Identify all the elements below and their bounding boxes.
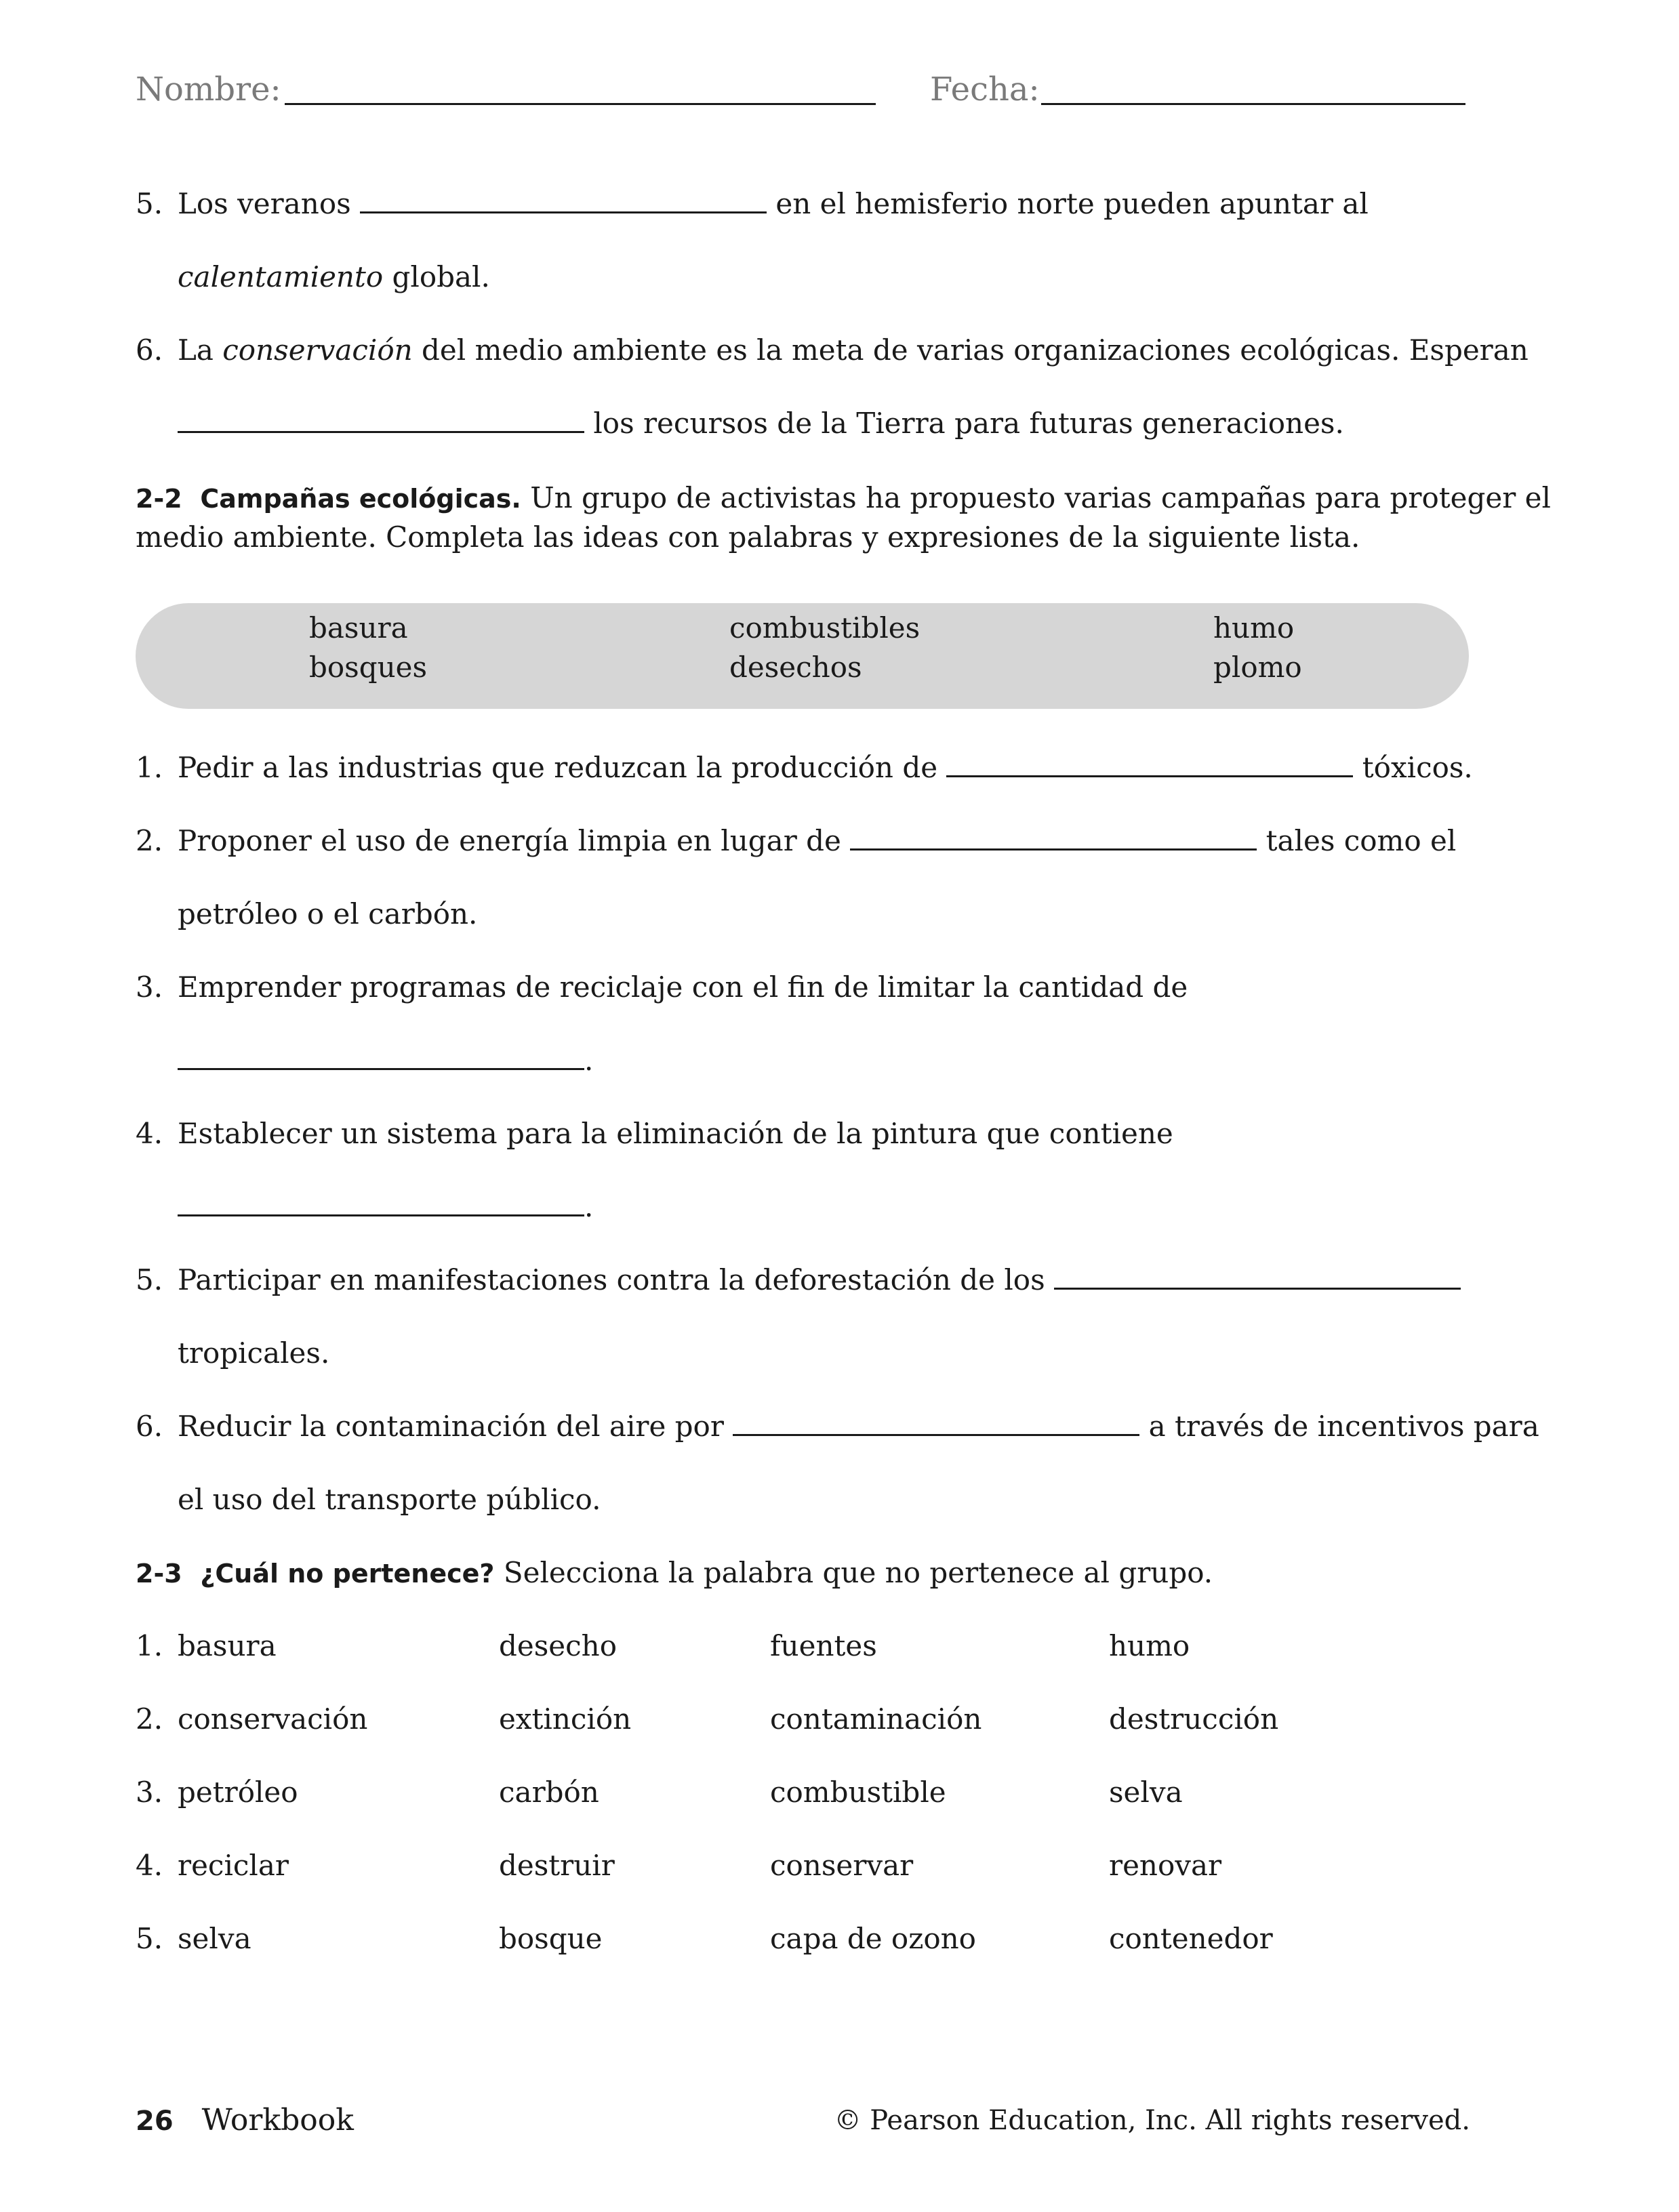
date-label: Fecha: [930, 70, 1040, 108]
italic-term: calentamiento [178, 260, 384, 293]
section-title: Campañas ecológicas. [200, 484, 521, 514]
row-number: 2. [136, 1702, 163, 1736]
item-6-line2 [178, 407, 1344, 441]
item-text: Proponer el uso de energía limpia en lugar de [178, 824, 841, 857]
item-number: 5. [136, 187, 163, 220]
campaign-item-4: Establecer un sistema para la eliminación de la pintura que contiene [178, 1117, 1173, 1150]
answer-blank[interactable] [1054, 1263, 1461, 1290]
item-number: 2. [136, 824, 163, 857]
campaign-item-6-line2: el uso del transporte público. [178, 1483, 601, 1516]
choice-word[interactable]: extinción [499, 1702, 632, 1736]
word-bank-item: plomo [1213, 651, 1302, 684]
choice-word[interactable]: fuentes [770, 1629, 877, 1662]
section-2-2-heading [136, 481, 1551, 516]
row-number: 1. [136, 1629, 163, 1662]
choice-word[interactable]: selva [1109, 1776, 1183, 1809]
name-label: Nombre: [136, 70, 281, 108]
item-number: 5. [136, 1263, 163, 1296]
section-2-2-instructions-line2: medio ambiente. Completa las ideas con palabras y expresiones de la siguiente lista. [136, 520, 1360, 554]
choice-word[interactable]: contenedor [1109, 1922, 1273, 1955]
date-field[interactable] [1041, 103, 1465, 105]
choice-word[interactable]: destrucción [1109, 1702, 1279, 1736]
answer-blank[interactable] [178, 407, 584, 433]
campaign-item-6 [178, 1410, 1539, 1443]
item-text: Participar en manifestaciones contra la deforestación de los [178, 1263, 1045, 1296]
choice-word[interactable]: selva [178, 1922, 251, 1955]
answer-blank[interactable] [850, 824, 1257, 851]
item-text: a través de incentivos para [1148, 1410, 1539, 1443]
item-text: tales como el [1266, 824, 1457, 857]
choice-word[interactable]: desecho [499, 1629, 618, 1662]
row-number: 3. [136, 1776, 163, 1809]
item-text: en el hemisferio norte pueden apuntar al [775, 187, 1369, 220]
choice-word[interactable]: carbón [499, 1776, 599, 1809]
item-text: global. [383, 260, 490, 293]
row-number: 5. [136, 1922, 163, 1955]
section-2-3-heading [136, 1556, 1213, 1591]
item-text: . [584, 1190, 594, 1223]
name-field[interactable] [285, 103, 876, 105]
campaign-item-3-line2 [178, 1044, 593, 1078]
campaign-item-1 [178, 751, 1473, 785]
choice-word[interactable]: reciclar [178, 1849, 289, 1882]
word-bank-item: humo [1213, 611, 1295, 644]
word-bank-item: desechos [729, 651, 862, 684]
item-number: 1. [136, 751, 163, 784]
choice-word[interactable]: capa de ozono [770, 1922, 976, 1955]
section-number: 2-3 [136, 1559, 182, 1589]
choice-word[interactable]: combustible [770, 1776, 946, 1809]
campaign-item-4-line2 [178, 1190, 593, 1224]
item-text: los recursos de la Tierra para futuras generaciones. [593, 407, 1344, 440]
answer-blank[interactable] [178, 1044, 584, 1070]
answer-blank[interactable] [178, 1190, 584, 1216]
word-bank-item: combustibles [729, 611, 921, 644]
item-text: del medio ambiente es la meta de varias organizaciones ecológicas. Esperan [412, 333, 1529, 367]
choice-word[interactable]: humo [1109, 1629, 1190, 1662]
section-instructions: Un grupo de activistas ha propuesto varias campañas para proteger el [530, 481, 1551, 514]
choice-word[interactable]: destruir [499, 1849, 615, 1882]
book-title: Workbook [201, 2103, 354, 2137]
choice-word[interactable]: conservar [770, 1849, 914, 1882]
answer-blank[interactable] [360, 187, 767, 213]
item-6-text [178, 333, 1529, 367]
answer-blank[interactable] [733, 1410, 1139, 1436]
item-number: 3. [136, 970, 163, 1004]
section-number: 2-2 [136, 484, 182, 514]
italic-term: conservación [222, 333, 413, 367]
choice-word[interactable]: basura [178, 1629, 277, 1662]
item-number: 6. [136, 1410, 163, 1443]
choice-word[interactable]: bosque [499, 1922, 603, 1955]
choice-word[interactable]: renovar [1109, 1849, 1222, 1882]
item-text: Los veranos [178, 187, 351, 220]
campaign-item-5 [178, 1263, 1461, 1297]
item-text: Reducir la contaminación del aire por [178, 1410, 724, 1443]
copyright: © Pearson Education, Inc. All rights reserved. [834, 2105, 1470, 2136]
word-bank [136, 603, 1469, 709]
choice-word[interactable]: contaminación [770, 1702, 982, 1736]
campaign-item-2 [178, 824, 1456, 858]
row-number: 4. [136, 1849, 163, 1882]
item-text: La [178, 333, 223, 367]
item-text: . [584, 1044, 594, 1077]
choice-word[interactable]: conservación [178, 1702, 368, 1736]
section-title: ¿Cuál no pertenece? [200, 1559, 495, 1589]
item-text: tóxicos. [1362, 751, 1473, 784]
item-5-line2 [178, 260, 490, 294]
campaign-item-2-line2: petróleo o el carbón. [178, 897, 478, 930]
choice-word[interactable]: petróleo [178, 1776, 298, 1809]
item-number: 6. [136, 333, 163, 367]
word-bank-item: bosques [309, 651, 428, 684]
campaign-item-3: Emprender programas de reciclaje con el fin de limitar la cantidad de [178, 970, 1188, 1004]
item-text: Pedir a las industrias que reduzcan la producción de [178, 751, 938, 784]
item-5-text [178, 187, 1369, 221]
item-number: 4. [136, 1117, 163, 1150]
page-footer-left [136, 2104, 354, 2138]
page-number: 26 [136, 2106, 174, 2137]
campaign-item-5-line2: tropicales. [178, 1336, 330, 1370]
section-instructions: Selecciona la palabra que no pertenece al grupo. [503, 1556, 1213, 1589]
answer-blank[interactable] [946, 751, 1353, 777]
word-bank-item: basura [309, 611, 408, 644]
